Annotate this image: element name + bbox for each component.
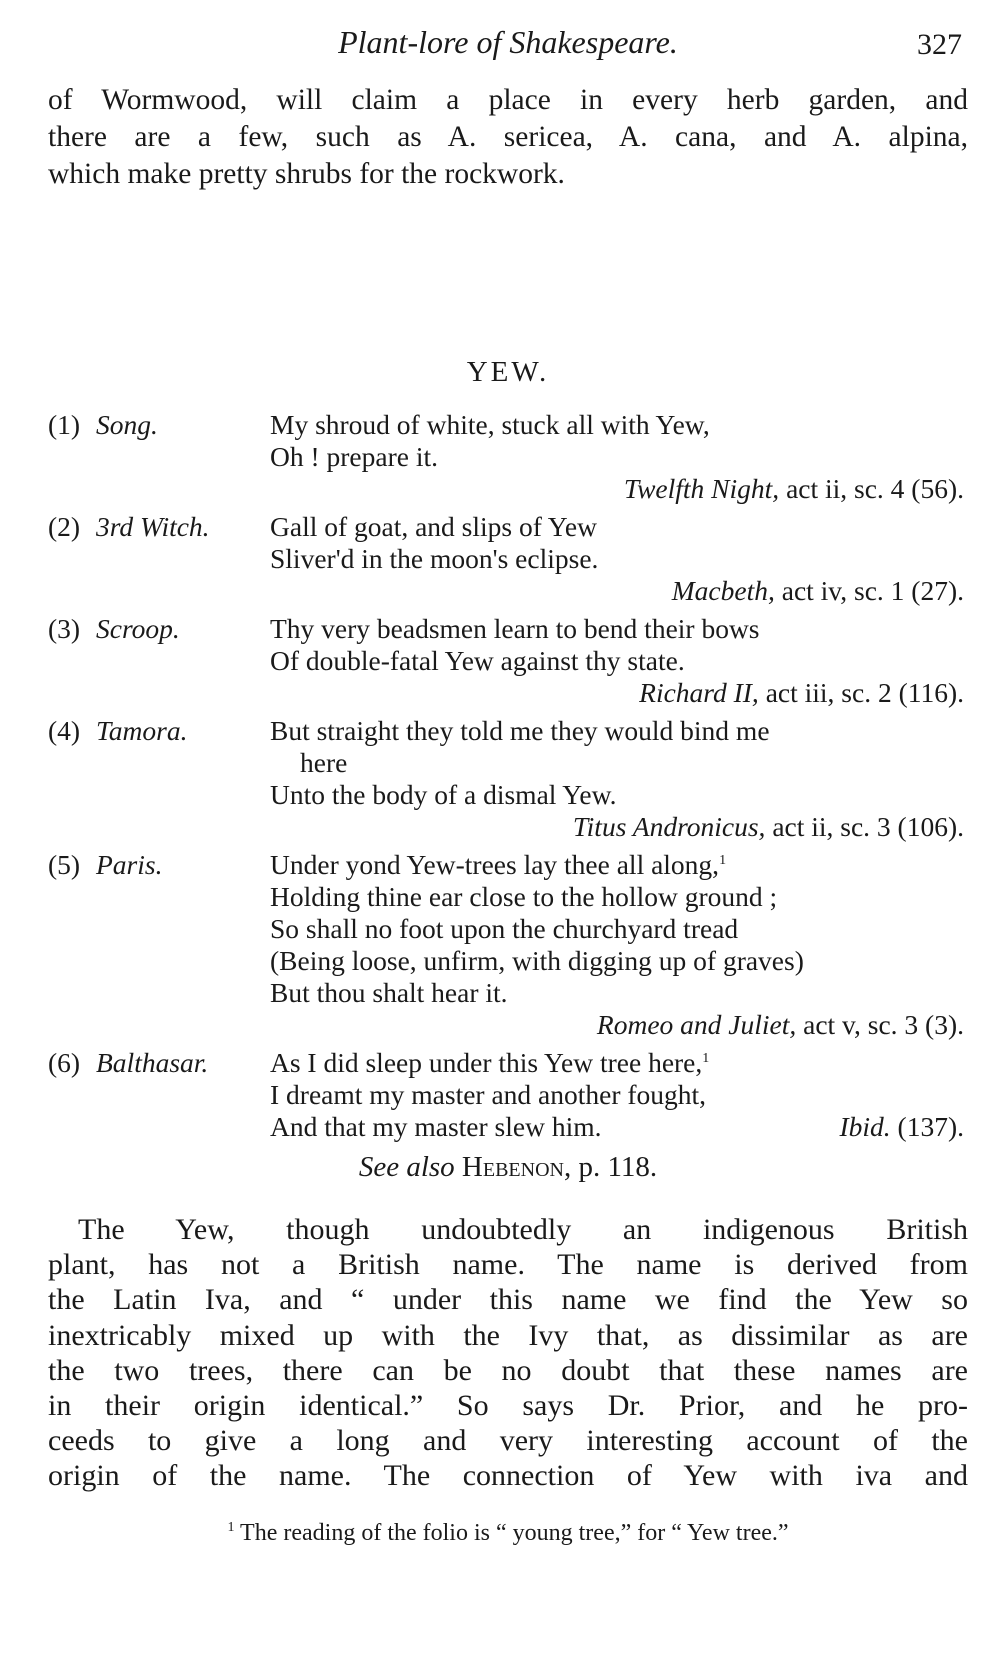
quote-number: (2) <box>48 511 81 542</box>
quote-line: But straight they told me they would bind me <box>270 715 770 746</box>
quote-line: My shroud of white, stuck all with Yew, <box>270 409 710 440</box>
body-line: the two trees, there can be no doubt that these names are <box>48 1353 968 1387</box>
intro-paragraph <box>48 82 968 193</box>
body-line: ceeds to give a long and very interesting account of the <box>48 1424 968 1458</box>
source-reference: (137). <box>890 1111 964 1142</box>
quotation <box>48 1047 968 1143</box>
quote-number: (4) <box>48 715 81 746</box>
body-paragraph <box>48 1212 968 1494</box>
quote-line: So shall no foot upon the churchyard tread <box>270 913 739 944</box>
source-reference: act v, sc. 3 (3). <box>796 1009 964 1040</box>
see-also-reference <box>48 1151 968 1184</box>
quote-line: But thou shalt hear it. <box>270 977 508 1008</box>
quote-source <box>270 811 968 843</box>
quote-speaker: Tamora. <box>96 715 188 746</box>
intro-line: there are a few, such as A. sericea, A. cana, and A. alpina, <box>48 121 968 153</box>
body-line: The Yew, though undoubtedly an indigenous British <box>78 1213 968 1246</box>
quote-line-text: And that my master slew him. <box>270 1111 602 1142</box>
see-also-label: See also <box>358 1151 455 1183</box>
intro-line: of Wormwood, will claim a place in every herb garden, and <box>48 84 968 116</box>
quote-line: I dreamt my master and another fought, <box>270 1079 707 1110</box>
quotation <box>48 511 968 607</box>
section-title: YEW. <box>466 356 550 388</box>
source-reference: act iv, sc. 1 (27). <box>774 575 964 606</box>
quote-source <box>270 677 968 709</box>
source-reference: act iii, sc. 2 (116). <box>758 677 964 708</box>
page-number: 327 <box>917 28 962 61</box>
quote-line <box>270 849 968 881</box>
quotation <box>48 849 968 1041</box>
book-page <box>48 22 968 1547</box>
source-title: Richard II, <box>639 677 759 708</box>
quote-speaker: 3rd Witch. <box>96 511 210 542</box>
quote-source <box>839 1111 968 1143</box>
quote-number: (6) <box>48 1047 81 1078</box>
quote-line-text: As I did sleep under this Yew tree here, <box>270 1047 703 1078</box>
quote-speaker: Song. <box>96 409 158 440</box>
footnote-marker: 1 <box>702 1050 710 1066</box>
quote-number: (1) <box>48 409 81 440</box>
source-title: Macbeth, <box>671 575 775 606</box>
quote-line <box>270 1047 968 1079</box>
quote-line: here <box>300 747 348 778</box>
footnote <box>48 1520 968 1547</box>
quote-source <box>270 473 968 505</box>
quotation <box>48 715 968 843</box>
running-head <box>48 22 968 72</box>
quote-line <box>270 1111 968 1143</box>
footnote-number: 1 <box>227 1519 235 1535</box>
quote-speaker: Scroop. <box>96 613 180 644</box>
footnote-marker: 1 <box>719 852 727 868</box>
quote-line: Oh ! prepare it. <box>270 441 438 472</box>
source-title: Ibid. <box>839 1111 891 1142</box>
quote-number: (3) <box>48 613 81 644</box>
quote-number: (5) <box>48 849 81 880</box>
quote-line: Holding thine ear close to the hollow ground ; <box>270 881 778 912</box>
quote-line-text: Under yond Yew-trees lay thee all along, <box>270 849 720 880</box>
quote-line: Gall of goat, and slips of Yew <box>270 511 597 542</box>
running-title: Plant-lore of Shakespeare. <box>338 24 678 60</box>
source-reference: act ii, sc. 3 (106). <box>765 811 964 842</box>
quote-line: Of double-fatal Yew against thy state. <box>270 645 685 676</box>
quote-source <box>270 575 968 607</box>
quote-line: (Being loose, unfirm, with digging up of graves) <box>270 945 804 976</box>
quote-speaker: Paris. <box>96 849 163 880</box>
footnote-text: The reading of the folio is “ young tree,” for “ Yew tree.” <box>240 1519 789 1546</box>
quote-speaker: Balthasar. <box>96 1047 209 1078</box>
intro-line: which make pretty shrubs for the rockwork. <box>48 158 565 190</box>
see-also-page: , p. 118. <box>563 1151 658 1183</box>
quote-line: Sliver'd in the moon's eclipse. <box>270 543 599 574</box>
source-reference: act ii, sc. 4 (56). <box>779 473 964 504</box>
body-line: the Latin Iva, and “ under this name we find the Yew so <box>48 1283 968 1317</box>
body-line: origin of the name. The connection of Yew with iva and <box>48 1459 968 1493</box>
body-line: in their origin identical.” So says Dr. Prior, and he pro- <box>48 1389 968 1423</box>
body-line: plant, has not a British name. The name is derived from <box>48 1248 968 1282</box>
source-title: Twelfth Night, <box>623 473 780 504</box>
source-title: Romeo and Juliet, <box>596 1009 797 1040</box>
quotation <box>48 613 968 709</box>
quote-source <box>270 1009 968 1041</box>
source-title: Titus Andronicus, <box>572 811 766 842</box>
body-line: inextricably mixed up with the Ivy that, as dissimilar as are <box>48 1318 968 1352</box>
quotation <box>48 409 968 505</box>
quote-line: Thy very beadsmen learn to bend their bows <box>270 613 760 644</box>
see-also-target: Hebenon <box>461 1151 564 1183</box>
quote-line: Unto the body of a dismal Yew. <box>270 779 617 810</box>
